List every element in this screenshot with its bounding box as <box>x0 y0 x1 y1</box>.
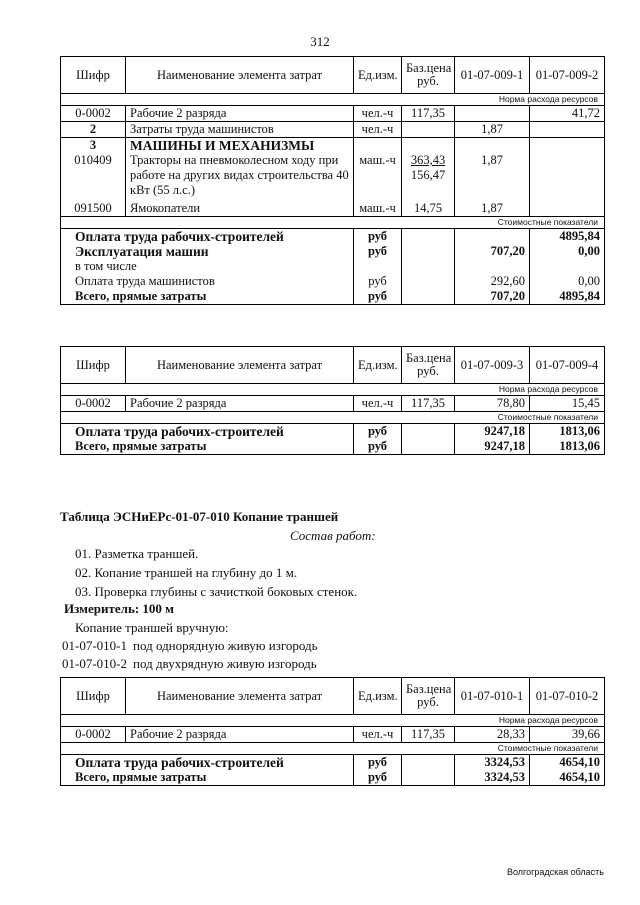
row-unit: чел.-ч <box>354 122 402 138</box>
norm-band-label: Норма расхода ресурсов <box>61 384 605 396</box>
total-price <box>402 244 455 259</box>
row-price <box>402 138 455 154</box>
total-value-2: 1813,06 <box>530 424 605 440</box>
row-name: Тракторы на пневмоколесном ходу при работе на других видах строительства 40 кВт (55 л.с.) <box>126 153 354 198</box>
total-value-2: 4654,10 <box>530 755 605 771</box>
row-price: 117,35 <box>402 396 455 412</box>
row-code: 2 <box>61 122 126 138</box>
resource-table-1 <box>60 56 605 305</box>
norm-band-row <box>61 715 605 727</box>
cost-band-label: Стоимостные показатели <box>61 743 605 755</box>
total-name: Оплата труда машинистов <box>61 274 354 289</box>
region-footer: Волгоградская область <box>506 867 604 877</box>
total-unit: руб <box>354 770 402 786</box>
table-row <box>61 138 605 154</box>
total-value-2: 4895,84 <box>530 289 605 305</box>
col-variant-1-header: 01-07-009-1 <box>455 57 530 94</box>
total-unit: руб <box>354 439 402 455</box>
col-variant-2-header: 01-07-009-2 <box>530 57 605 94</box>
total-value-2: 0,00 <box>530 274 605 289</box>
col-name-header: Наименование элемента затрат <box>126 57 354 94</box>
col-variant-2-header: 01-07-010-2 <box>530 678 605 715</box>
row-value-2: 15,45 <box>530 396 605 412</box>
total-value-1 <box>455 229 530 245</box>
row-value-1: 78,80 <box>455 396 530 412</box>
total-value-2: 1813,06 <box>530 439 605 455</box>
total-price <box>402 289 455 305</box>
total-name: Всего, прямые затраты <box>61 439 354 455</box>
total-value-1: 3324,53 <box>455 770 530 786</box>
total-price <box>402 229 455 245</box>
total-price <box>402 424 455 440</box>
col-code-header: Шифр <box>61 678 126 715</box>
col-variant-1-header: 01-07-009-3 <box>455 347 530 384</box>
total-row <box>61 289 605 305</box>
total-name: Эксплуатация машин <box>61 244 354 259</box>
total-name: Всего, прямые затраты <box>61 289 354 305</box>
total-row <box>61 439 605 455</box>
total-unit: руб <box>354 755 402 771</box>
row-code: 0-0002 <box>61 396 126 412</box>
cost-band-label: Стоимостные показатели <box>61 217 605 229</box>
col-price-header: Баз.цена руб. <box>402 678 455 715</box>
work-step: 01. Разметка траншей. <box>75 546 199 561</box>
row-code: 010409 <box>61 153 126 198</box>
total-name: Оплата труда рабочих-строителей <box>61 229 354 245</box>
row-name: Рабочие 2 разряда <box>126 396 354 412</box>
total-row <box>61 244 605 259</box>
row-value-1 <box>455 138 530 154</box>
col-code-header: Шифр <box>61 347 126 384</box>
table-row <box>61 122 605 138</box>
row-unit: чел.-ч <box>354 727 402 743</box>
total-row <box>61 274 605 289</box>
row-value-2: 41,72 <box>530 106 605 122</box>
total-value-1: 707,20 <box>455 289 530 305</box>
total-value-2: 4895,84 <box>530 229 605 245</box>
resource-table-3 <box>60 677 605 786</box>
method-label: Копание траншей вручную: <box>75 620 229 635</box>
total-name: Всего, прямые затраты <box>61 770 354 786</box>
variant-text: под однорядную живую изгородь <box>133 638 318 653</box>
row-code: 0-0002 <box>61 106 126 122</box>
table-row <box>61 106 605 122</box>
total-row <box>61 755 605 771</box>
table-header-row <box>61 347 605 384</box>
row-name: Ямокопатели <box>126 198 354 217</box>
row-unit: маш.-ч <box>354 198 402 217</box>
cost-band-label: Стоимостные показатели <box>61 412 605 424</box>
col-name-header: Наименование элемента затрат <box>126 347 354 384</box>
row-value-1: 1,87 <box>455 122 530 138</box>
resource-table-2 <box>60 346 605 455</box>
work-step: 02. Копание траншей на глубину до 1 м. <box>75 565 298 580</box>
row-unit: чел.-ч <box>354 396 402 412</box>
col-unit-header: Ед.изм. <box>354 678 402 715</box>
col-variant-1-header: 01-07-010-1 <box>455 678 530 715</box>
row-price: 363,43 156,47 <box>402 153 455 198</box>
total-value-2: 0,00 <box>530 244 605 259</box>
row-name: Рабочие 2 разряда <box>126 106 354 122</box>
col-unit-header: Ед.изм. <box>354 347 402 384</box>
row-value-2 <box>530 153 605 198</box>
section-title: Таблица ЭСНиЕРс-01-07-010 Копание траншей <box>60 509 339 524</box>
row-unit <box>354 138 402 154</box>
total-unit: руб <box>354 229 402 245</box>
total-price <box>402 259 455 274</box>
total-value-1: 9247,18 <box>455 424 530 440</box>
composition-label: Состав работ: <box>290 528 376 543</box>
total-value-1: 3324,53 <box>455 755 530 771</box>
row-price: 117,35 <box>402 727 455 743</box>
row-price: 117,35 <box>402 106 455 122</box>
total-value-2 <box>530 259 605 274</box>
work-step: 03. Проверка глубины с зачисткой боковых стенок. <box>75 584 358 599</box>
row-value-1 <box>455 106 530 122</box>
total-row <box>61 259 605 274</box>
total-row <box>61 424 605 440</box>
total-row <box>61 229 605 245</box>
cost-band-row <box>61 743 605 755</box>
total-unit: руб <box>354 289 402 305</box>
row-price: 14,75 <box>402 198 455 217</box>
total-name: Оплата труда рабочих-строителей <box>61 424 354 440</box>
row-unit: чел.-ч <box>354 106 402 122</box>
norm-band-row <box>61 94 605 106</box>
table-header-row <box>61 57 605 94</box>
total-row <box>61 770 605 786</box>
col-name-header: Наименование элемента затрат <box>126 678 354 715</box>
total-value-1: 9247,18 <box>455 439 530 455</box>
total-value-2: 4654,10 <box>530 770 605 786</box>
row-value-1: 1,87 <box>455 153 530 198</box>
row-code: 091500 <box>61 198 126 217</box>
row-value-1: 1,87 <box>455 198 530 217</box>
total-name: Оплата труда рабочих-строителей <box>61 755 354 771</box>
col-variant-2-header: 01-07-009-4 <box>530 347 605 384</box>
col-code-header: Шифр <box>61 57 126 94</box>
total-unit <box>354 259 402 274</box>
variant-text: под двухрядную живую изгородь <box>133 656 317 671</box>
variant-code: 01-07-010-1 <box>62 638 127 653</box>
table-row <box>61 727 605 743</box>
row-code: 0-0002 <box>61 727 126 743</box>
total-unit: руб <box>354 244 402 259</box>
table-row <box>61 153 605 198</box>
table-row <box>61 198 605 217</box>
table-header-row <box>61 678 605 715</box>
total-unit: руб <box>354 424 402 440</box>
row-name: Затраты труда машинистов <box>126 122 354 138</box>
row-name: МАШИНЫ И МЕХАНИЗМЫ <box>126 138 354 154</box>
total-price <box>402 274 455 289</box>
row-value-2 <box>530 138 605 154</box>
row-price <box>402 122 455 138</box>
variant-code: 01-07-010-2 <box>62 656 127 671</box>
row-value-2: 39,66 <box>530 727 605 743</box>
total-price <box>402 770 455 786</box>
meter-label: Измеритель: 100 м <box>64 601 175 616</box>
row-value-2 <box>530 122 605 138</box>
total-price <box>402 755 455 771</box>
col-price-header: Баз.цена руб. <box>402 347 455 384</box>
cost-band-row <box>61 412 605 424</box>
total-value-1: 707,20 <box>455 244 530 259</box>
cost-band-row <box>61 217 605 229</box>
col-unit-header: Ед.изм. <box>354 57 402 94</box>
total-unit: руб <box>354 274 402 289</box>
row-unit: маш.-ч <box>354 153 402 198</box>
row-value-1: 28,33 <box>455 727 530 743</box>
page-number: 312 <box>310 34 330 49</box>
total-value-1 <box>455 259 530 274</box>
row-code: 3 <box>61 138 126 154</box>
norm-band-label: Норма расхода ресурсов <box>61 715 605 727</box>
table-row <box>61 396 605 412</box>
col-price-header: Баз.цена руб. <box>402 57 455 94</box>
norm-band-label: Норма расхода ресурсов <box>61 94 605 106</box>
norm-band-row <box>61 384 605 396</box>
row-value-2 <box>530 198 605 217</box>
total-value-1: 292,60 <box>455 274 530 289</box>
total-price <box>402 439 455 455</box>
total-name: в том числе <box>61 259 354 274</box>
row-name: Рабочие 2 разряда <box>126 727 354 743</box>
